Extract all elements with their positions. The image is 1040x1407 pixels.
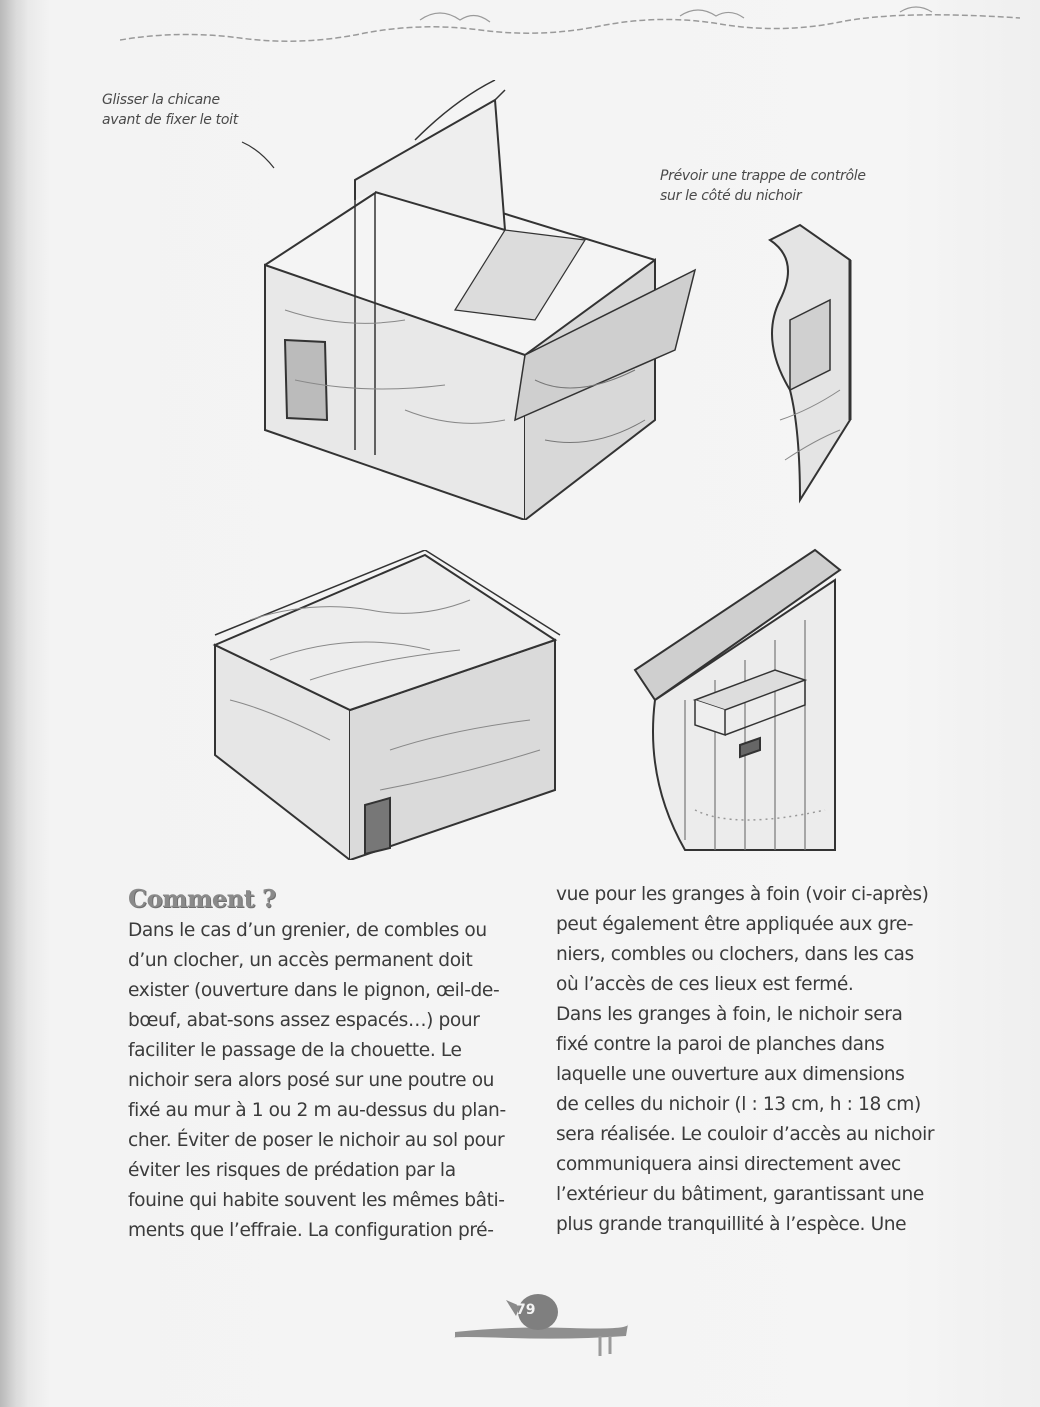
text-line: de celles du nichoir (l : 13 cm, h : 18 cm) (556, 1094, 921, 1115)
text-line: vue pour les granges à foin (voir ci-après) (556, 884, 929, 905)
caption-line: Glisser la chicane (102, 92, 220, 108)
book-spine-shadow (0, 0, 28, 1407)
section-heading: Comment ? (128, 884, 276, 913)
text-line: Dans les granges à foin, le nichoir sera (556, 1004, 903, 1025)
text-line: bœuf, abat-sons assez espacés…) pour (128, 1010, 480, 1031)
text-line: fouine qui habite souvent les mêmes bâti- (128, 1190, 505, 1211)
text-line: niers, combles ou clochers, dans les cas (556, 944, 914, 965)
illustration-barn-wall-nestbox (625, 530, 855, 860)
illustration-closed-nestbox (210, 550, 570, 860)
illustration-control-trapdoor (760, 220, 860, 520)
text-column-right (556, 880, 956, 1240)
text-line: faciliter le passage de la chouette. Le (128, 1040, 462, 1061)
page-number: 79 (516, 1302, 536, 1318)
text-line: l’extérieur du bâtiment, garantissant une (556, 1184, 924, 1205)
text-line: nichoir sera alors posé sur une poutre ou (128, 1070, 495, 1091)
caption-line: avant de fixer le toit (102, 112, 238, 128)
text-line: fixé au mur à 1 ou 2 m au-dessus du plan- (128, 1100, 506, 1121)
text-line: plus grande tranquillité à l’espèce. Une (556, 1214, 907, 1235)
text-line: ments que l’effraie. La configuration pré- (128, 1220, 494, 1241)
caption-line: sur le côté du nichoir (660, 188, 802, 204)
caption-line: Prévoir une trappe de contrôle (660, 168, 866, 184)
text-column-left (128, 916, 532, 1246)
text-line: d’un clocher, un accès permanent doit (128, 950, 473, 971)
text-line: où l’accès de ces lieux est fermé. (556, 974, 854, 995)
text-line: Dans le cas d’un grenier, de combles ou (128, 920, 487, 941)
text-line: communiquera ainsi directement avec (556, 1154, 901, 1175)
text-line: peut également être appliquée aux gre- (556, 914, 914, 935)
text-line: laquelle une ouverture aux dimensions (556, 1064, 905, 1085)
text-line: éviter les risques de prédation par la (128, 1160, 456, 1181)
text-line: exister (ouverture dans le pignon, œil-de- (128, 980, 500, 1001)
decorative-cloud-border (120, 0, 1020, 60)
text-line: cher. Éviter de poser le nichoir au sol pour (128, 1130, 505, 1151)
text-line: fixé contre la paroi de planches dans (556, 1034, 885, 1055)
illustration-open-nestbox (255, 80, 715, 520)
text-line: sera réalisée. Le couloir d’accès au nichoir (556, 1124, 935, 1145)
footer-bird-ornament (450, 1280, 630, 1360)
